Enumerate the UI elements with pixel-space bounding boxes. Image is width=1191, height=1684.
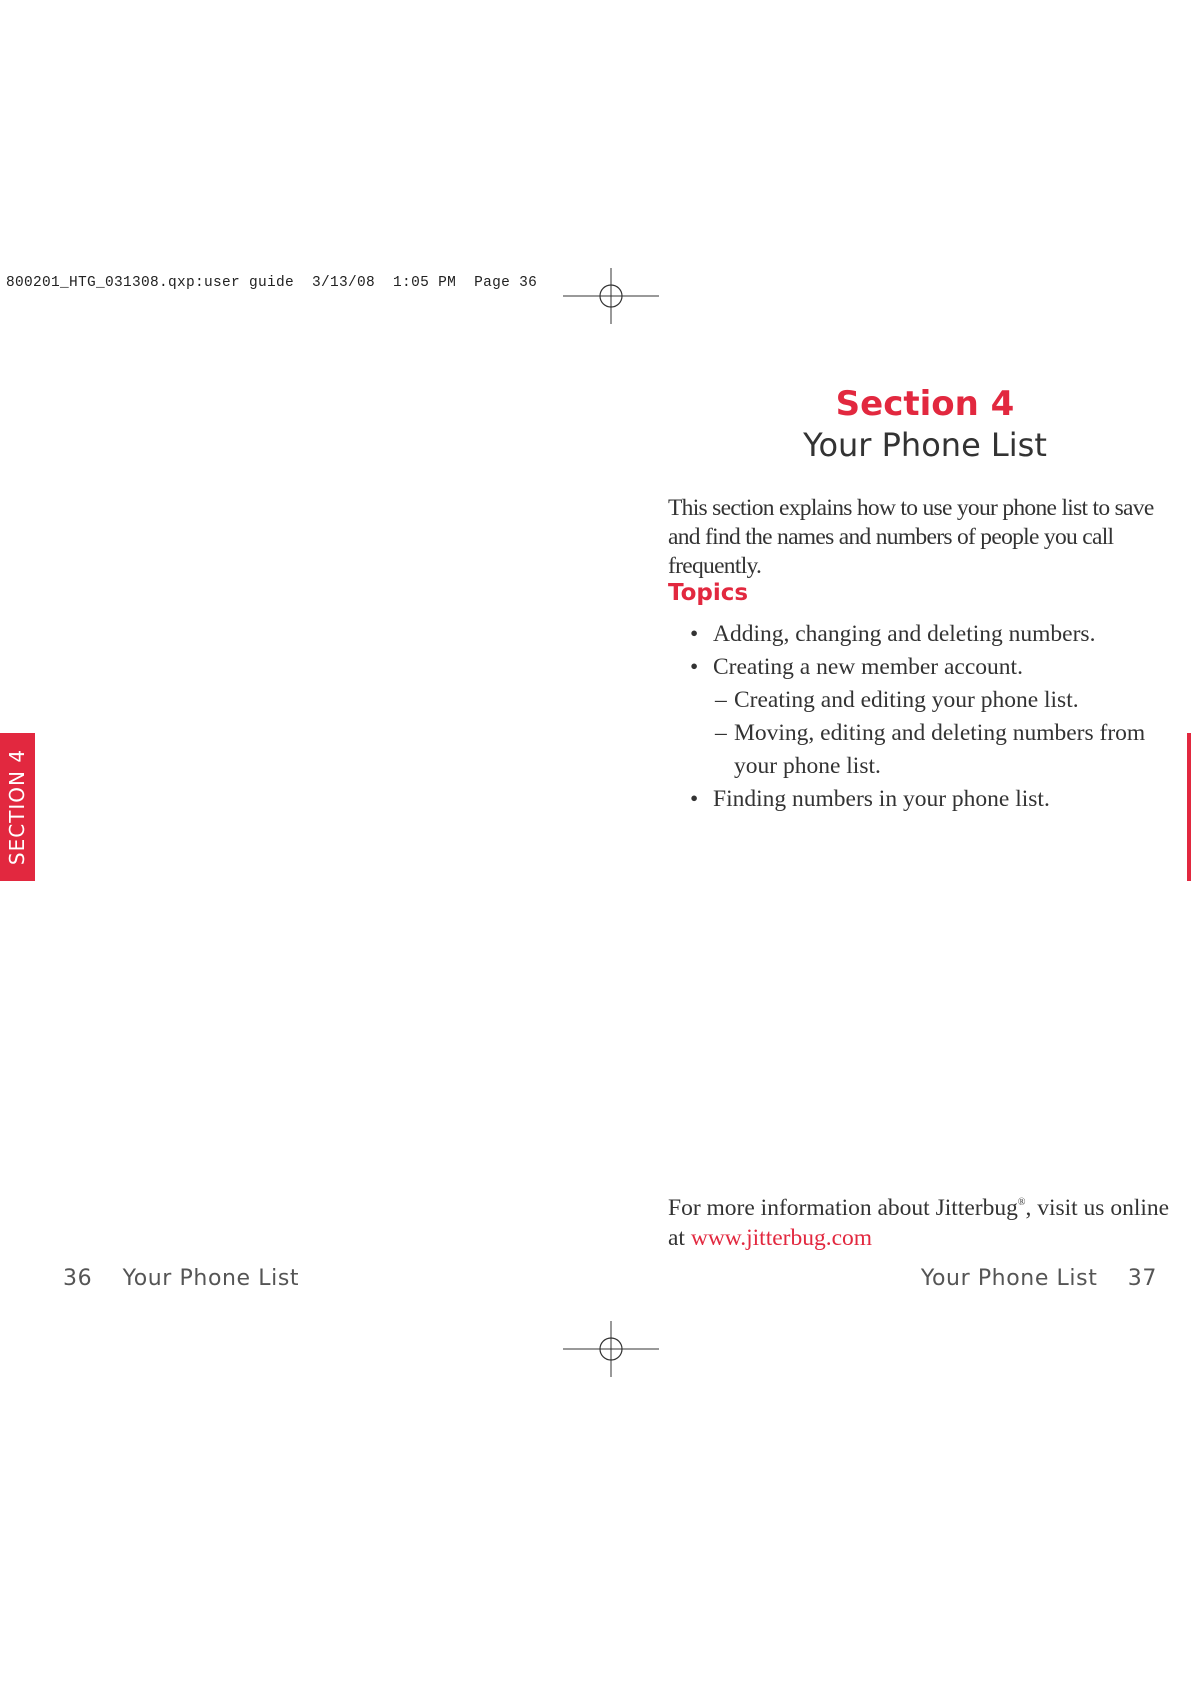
bullet-icon: • xyxy=(690,786,699,812)
footer-note-middle: , visit us online at xyxy=(668,1195,1170,1251)
intro-paragraph: This section explains how to use your phone list to save and find the names and numbers of people you call frequently. xyxy=(668,495,1154,579)
dash-icon: – xyxy=(715,720,727,746)
section-side-tab-right-edge xyxy=(1187,733,1191,881)
page-number-left: 36 xyxy=(63,1266,93,1291)
footer-note-prefix: For more information about Jitterbug xyxy=(668,1195,1018,1221)
section-side-tab xyxy=(0,733,35,881)
page-number-right: 37 xyxy=(1127,1266,1157,1291)
bullet-icon: • xyxy=(690,654,699,680)
registration-mark-bottom-icon xyxy=(563,1321,659,1377)
section-title: Section 4 xyxy=(835,384,1015,424)
topics-heading: Topics xyxy=(668,580,749,606)
list-item xyxy=(668,651,1178,684)
list-item-text: Moving, editing and deleting numbers from your phone list. xyxy=(734,720,1146,779)
topics-list xyxy=(668,618,1178,816)
website-link[interactable]: www.jitterbug.com xyxy=(690,1225,873,1251)
running-title-right: Your Phone List xyxy=(920,1266,1098,1291)
footer-note xyxy=(668,1188,1188,1253)
list-item xyxy=(668,618,1178,651)
sub-list-item xyxy=(668,717,1178,783)
list-item xyxy=(668,783,1178,816)
registered-mark: ® xyxy=(1017,1197,1026,1208)
section-side-tab-label: SECTION 4 xyxy=(5,748,30,866)
running-title-left: Your Phone List xyxy=(122,1266,300,1291)
sub-list-item xyxy=(668,684,1178,717)
list-item-text: Adding, changing and deleting numbers. xyxy=(713,621,1096,647)
folio-right xyxy=(921,1266,1157,1291)
dash-icon: – xyxy=(715,687,727,713)
list-item-text: Creating a new member account. xyxy=(713,654,1023,680)
bullet-icon: • xyxy=(690,621,699,647)
slug-line: 800201_HTG_031308.qxp:user guide 3/13/08 1:05 PM Page 36 xyxy=(6,275,538,291)
list-item-text: Finding numbers in your phone list. xyxy=(713,786,1050,812)
folio-left xyxy=(63,1266,299,1291)
section-subtitle: Your Phone List xyxy=(803,426,1047,464)
registration-mark-top-icon xyxy=(563,268,659,324)
list-item-text: Creating and editing your phone list. xyxy=(734,687,1079,713)
